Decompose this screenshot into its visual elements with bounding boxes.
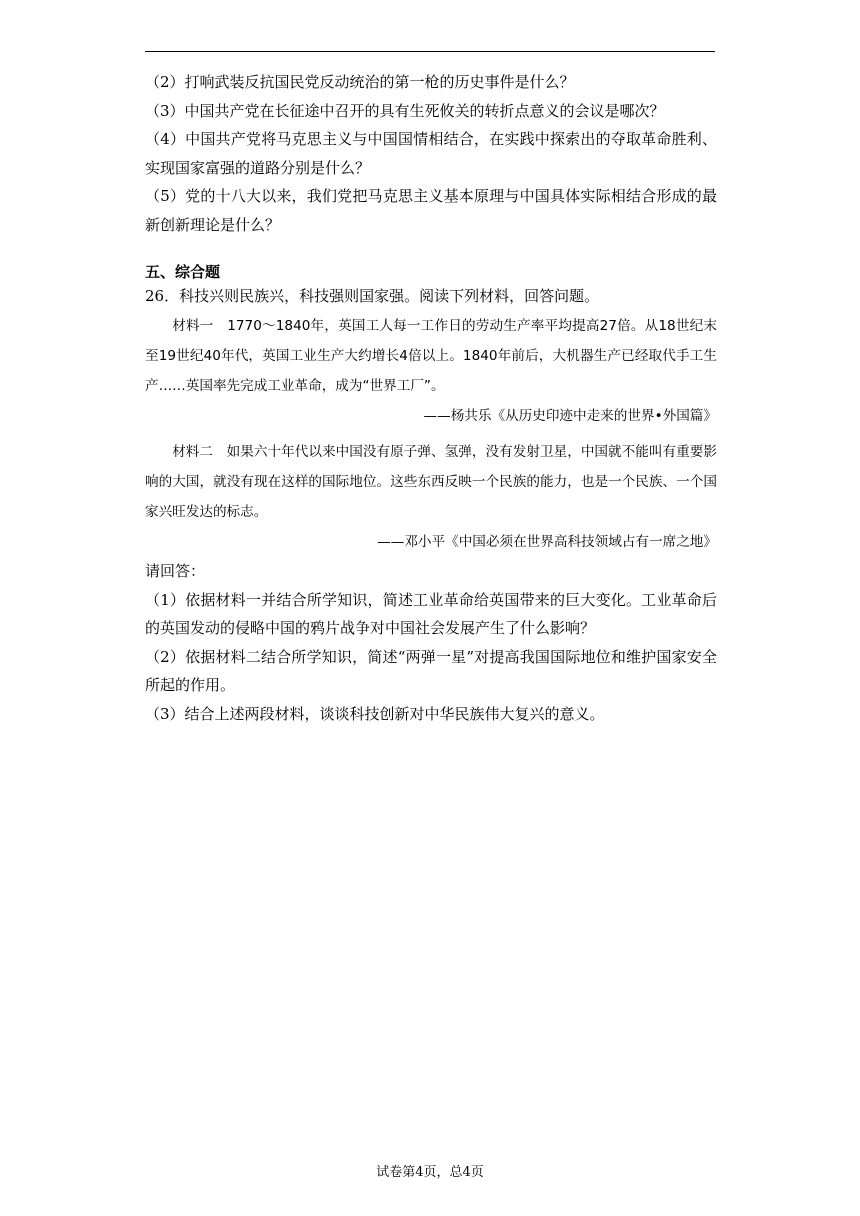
material-1-source: ——杨共乐《从历史印迹中走来的世界•外国篇》 xyxy=(423,408,717,424)
answer-prompt: 请回答： xyxy=(145,562,206,580)
material-2-source: ——邓小平《中国必须在世界高科技领域占有一席之地》 xyxy=(377,534,717,550)
header-rule xyxy=(145,51,715,52)
question-2: （2）打响武装反抗国民党反动统治的第一枪的历史事件是什么？ xyxy=(145,73,575,91)
material-2: 材料二 如果六十年代以来中国没有原子弹、氢弹，没有发射卫星，中国就不能叫有重要影响的大国，就没有现在这样的国际地位。这些东西反映一个民族的能力，也是一个民族、一个国家兴旺发达的标志。 xyxy=(145,444,717,520)
sub-question-2: （2）依据材料二结合所学知识，简述“两弹一星”对提高我国国际地位和维护国家安全所起的作用。 xyxy=(145,647,717,694)
section-title: 五、综合题 xyxy=(145,263,221,281)
question-3: （3）中国共产党在长征途中召开的具有生死攸关的转折点意义的会议是哪次？ xyxy=(145,101,665,120)
sub-question-1: （1）依据材料一并结合所学知识，简述工业革命给英国带来的巨大变化。工业革命后的英国发动的侵略中国的鸦片战争对中国社会发展产生了什么影响？ xyxy=(145,590,717,637)
question-5: （5）党的十八大以来，我们党把马克思主义基本原理与中国具体实际相结合形成的最新创新理论是什么？ xyxy=(145,187,717,234)
question-4: （4）中国共产党将马克思主义与中国国情相结合，在实践中探索出的夺取革命胜利、实现国家富强的道路分别是什么？ xyxy=(145,130,717,177)
page-body xyxy=(145,68,717,728)
sub-question-3: （3）结合上述两段材料，谈谈科技创新对中华民族伟大复兴的意义。 xyxy=(145,704,605,723)
page-footer: 试卷第4页，总4页 xyxy=(376,1165,484,1180)
question-26-stem: 26．科技兴则民族兴，科技强则国家强。阅读下列材料，回答问题。 xyxy=(145,287,600,305)
material-1: 材料一 1770～1840年，英国工人每一工作日的劳动生产率平均提高27倍。从18世纪末至19世纪40年代，英国工业生产大约增长4倍以上。1840年前后，大机器生产已经取代手工生产……英国率先完成工业革命，成为“世界工厂”。 xyxy=(145,318,717,394)
